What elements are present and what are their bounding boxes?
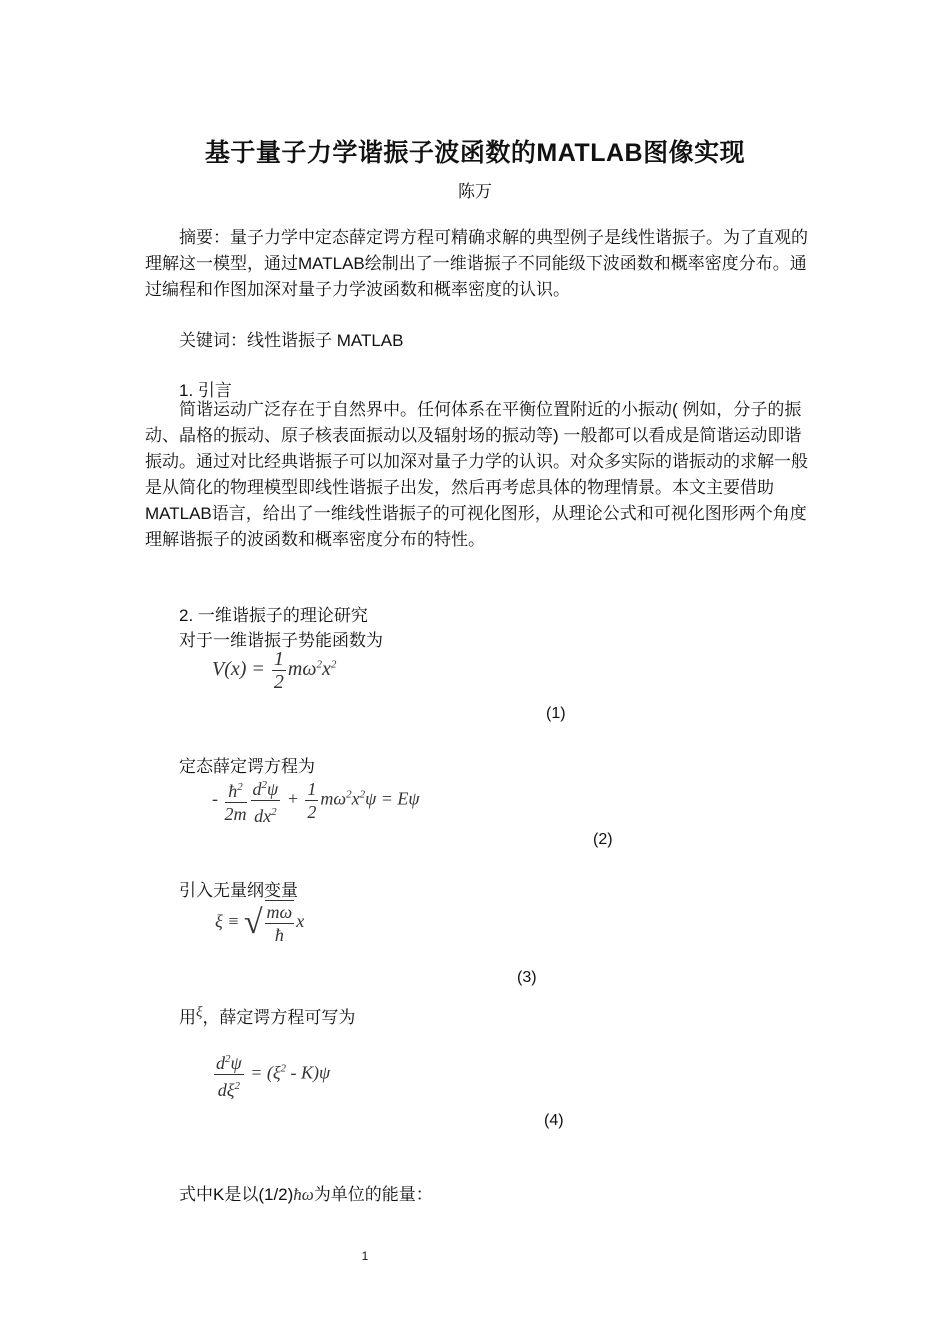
equation-2: - $\frac{ħ^2}{2m}$ $\frac{d^2\psi}{dx^2}$ + $\frac{1}{2}$ $m\omega^2x^2\psi = E\psi$ (212, 774, 420, 827)
equation-4: $\frac{d^2\psi}{d\xi^2}$ = $(\xi^2 - K)\psi$ (212, 1048, 330, 1101)
page-title: 基于量子力学谐振子波函数的MATLAB图像实现 (204, 139, 746, 167)
section-2-heading: 2. 一维谐振子的理论研究 (179, 606, 368, 625)
k-suffix: 为单位的能量： (313, 1185, 433, 1204)
equation-4-number: (4) (544, 1112, 564, 1129)
use-xi-prefix: 用 (179, 1008, 196, 1027)
k-prefix: 式中K是以(1/2) (179, 1185, 294, 1204)
energy-unit-line (179, 1180, 433, 1205)
page-number: 1 (361, 1249, 369, 1263)
dimensionless-intro: 引入无量纲变量 (179, 881, 298, 900)
equation-3-number: (3) (517, 969, 537, 986)
schrodinger-intro: 定态薛定谔方程为 (179, 757, 315, 776)
equation-3: ξ ≡ √ $\frac{m\omega}{ħ}$ x (215, 902, 305, 945)
xi-symbol: ξ (196, 1004, 203, 1021)
section-1-text: 简谐运动广泛存在于自然界中。任何体系在平衡位置附近的小振动( 例如，分子的振动、晶格的振动、原子核表面振动以及辐射场的振动等) 一般都可以看成是简谐运动即谐振动。通过对比经典谐振子可以加深对量子力学的认识。对众多实际的谐振动的求解一般是从简化的物理模型即线性谐振子出发，然后再考虑具体的物理情景。本文主要借助MATLAB语言，给出了一维线性谐振子的可视化图形，从理论公式和可视化图形两个角度理解谐振子的波函数和概率密度分布的特性。 (145, 400, 808, 549)
abstract-text: 摘要：量子力学中定态薛定谔方程可精确求解的典型例子是线性谐振子。为了直观的理解这一模型，通过MATLAB绘制出了一维谐振子不同能级下波函数和概率密度分布。通过编程和作图加深对量子力学波函数和概率密度的认识。 (145, 228, 808, 299)
section-1-heading: 1. 引言 (179, 381, 232, 400)
author-name: 陈万 (458, 182, 492, 201)
hbar-omega-symbol: ħω (293, 1185, 314, 1204)
potential-intro: 对于一维谐振子势能函数为 (179, 631, 383, 650)
keywords-line: 关键词：线性谐振子 MATLAB (179, 331, 404, 350)
use-xi-suffix: ，薛定谔方程可写为 (202, 1008, 356, 1027)
equation-1-number: (1) (546, 705, 566, 722)
use-xi-line (179, 1003, 355, 1028)
abstract-paragraph (145, 225, 810, 303)
section-1-body (145, 397, 810, 553)
equation-1: V(x) = $\frac{1}{2}$ $m\omega^2x^2$ (212, 648, 337, 693)
equation-2-number: (2) (593, 831, 613, 848)
